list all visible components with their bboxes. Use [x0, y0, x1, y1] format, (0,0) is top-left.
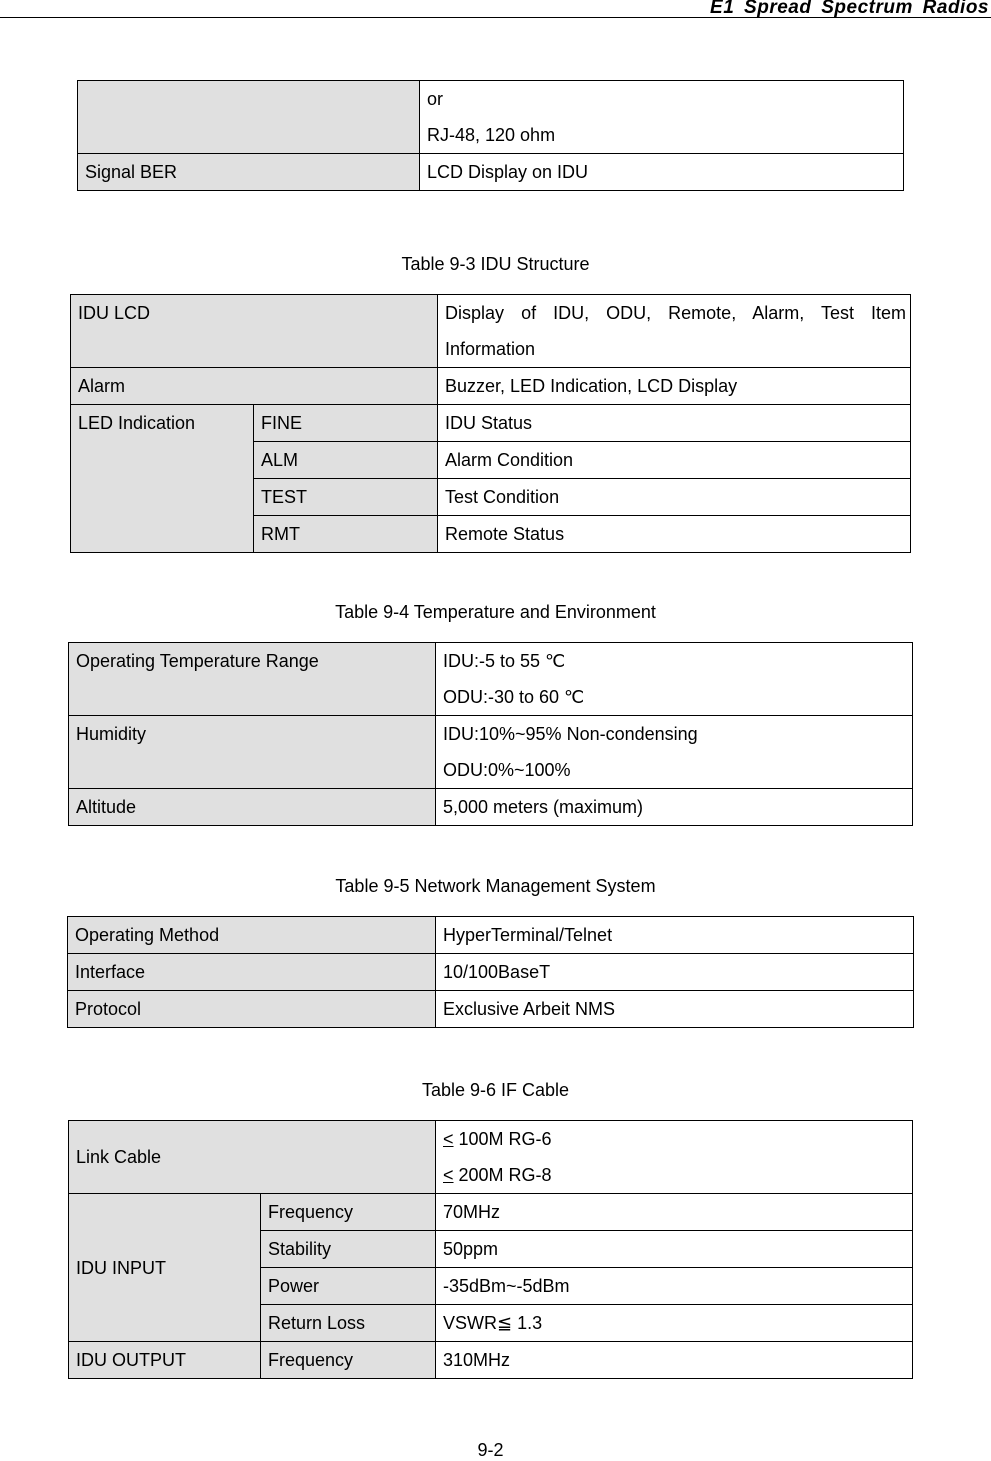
table-temperature-environment [68, 642, 913, 826]
table-cell-label: LED Indication [71, 405, 254, 553]
table-cell-value: 5,000 meters (maximum) [436, 789, 913, 826]
table-cell-value: LCD Display on IDU [420, 154, 904, 191]
table-cell-sublabel: ALM [254, 442, 438, 479]
table-cell-label: Interface [68, 954, 436, 991]
table-row [69, 1121, 913, 1194]
table-network-management [67, 916, 914, 1028]
table-cell-label: Alarm [71, 368, 438, 405]
table-idu-structure [70, 294, 911, 553]
table-row [68, 917, 914, 954]
table-cell-value: -35dBm~-5dBm [436, 1268, 913, 1305]
table-cell-label: Signal BER [78, 154, 420, 191]
table-caption: Table 9-6 IF Cable [421, 1080, 570, 1100]
table-continued [77, 80, 904, 191]
table-row [69, 789, 913, 826]
table-cell-value: VSWR≦ 1.3 [436, 1305, 913, 1342]
table-caption: Table 9-3 IDU Structure [401, 254, 590, 274]
table-cell-label: IDU INPUT [69, 1194, 261, 1342]
table-cell-sublabel: Stability [261, 1231, 436, 1268]
table-cell-label: IDU OUTPUT [69, 1342, 261, 1379]
table-cell-label: Link Cable [69, 1121, 436, 1194]
table-cell-label: Humidity [69, 716, 436, 789]
table-row [71, 368, 911, 405]
table-cell-value: IDU:10%~95% Non-condensing ODU:0%~100% [436, 716, 913, 789]
table-cell-value: 50ppm [436, 1231, 913, 1268]
table-row [69, 1342, 913, 1379]
table-cell-label: Protocol [68, 991, 436, 1028]
table-cell-value: < 100M RG-6 < 200M RG-8 [436, 1121, 913, 1194]
table-cell-sublabel: TEST [254, 479, 438, 516]
table-cell-sublabel: Frequency [261, 1194, 436, 1231]
table-cell-value: IDU:-5 to 55 ℃ ODU:-30 to 60 ℃ [436, 643, 913, 716]
table-cell-value: Display of IDU, ODU, Remote, Alarm, Test Item Information [438, 295, 911, 368]
table-if-cable [68, 1120, 913, 1379]
table-row [69, 1194, 913, 1231]
table-cell-value: HyperTerminal/Telnet [436, 917, 914, 954]
table-row [68, 954, 914, 991]
table-row [71, 405, 911, 442]
table-cell-label: IDU LCD [71, 295, 438, 368]
table-cell-sublabel: Frequency [261, 1342, 436, 1379]
table-cell-sublabel: RMT [254, 516, 438, 553]
table-row [78, 154, 904, 191]
table-row [69, 716, 913, 789]
table-cell-value: Alarm Condition [438, 442, 911, 479]
table-cell-value: IDU Status [438, 405, 911, 442]
header-divider [0, 17, 991, 18]
table-cell-value: or RJ-48, 120 ohm [420, 81, 904, 154]
table-cell-value: 70MHz [436, 1194, 913, 1231]
header-title: E1 Spread Spectrum Radios [710, 0, 989, 18]
table-row [69, 643, 913, 716]
table-cell-label [78, 81, 420, 154]
table-cell-label: Altitude [69, 789, 436, 826]
table-row [78, 81, 904, 154]
table-cell-value: Remote Status [438, 516, 911, 553]
table-cell-value: 10/100BaseT [436, 954, 914, 991]
table-cell-value: Exclusive Arbeit NMS [436, 991, 914, 1028]
table-row [68, 991, 914, 1028]
table-cell-value: Test Condition [438, 479, 911, 516]
table-row [71, 295, 911, 368]
table-cell-label: Operating Method [68, 917, 436, 954]
page-number: 9-2 [477, 1440, 504, 1460]
table-cell-value: 310MHz [436, 1342, 913, 1379]
table-caption: Table 9-5 Network Management System [335, 876, 656, 896]
table-cell-sublabel: Power [261, 1268, 436, 1305]
table-cell-value: Buzzer, LED Indication, LCD Display [438, 368, 911, 405]
table-cell-sublabel: Return Loss [261, 1305, 436, 1342]
table-caption: Table 9-4 Temperature and Environment [335, 602, 656, 622]
table-cell-label: Operating Temperature Range [69, 643, 436, 716]
table-cell-sublabel: FINE [254, 405, 438, 442]
